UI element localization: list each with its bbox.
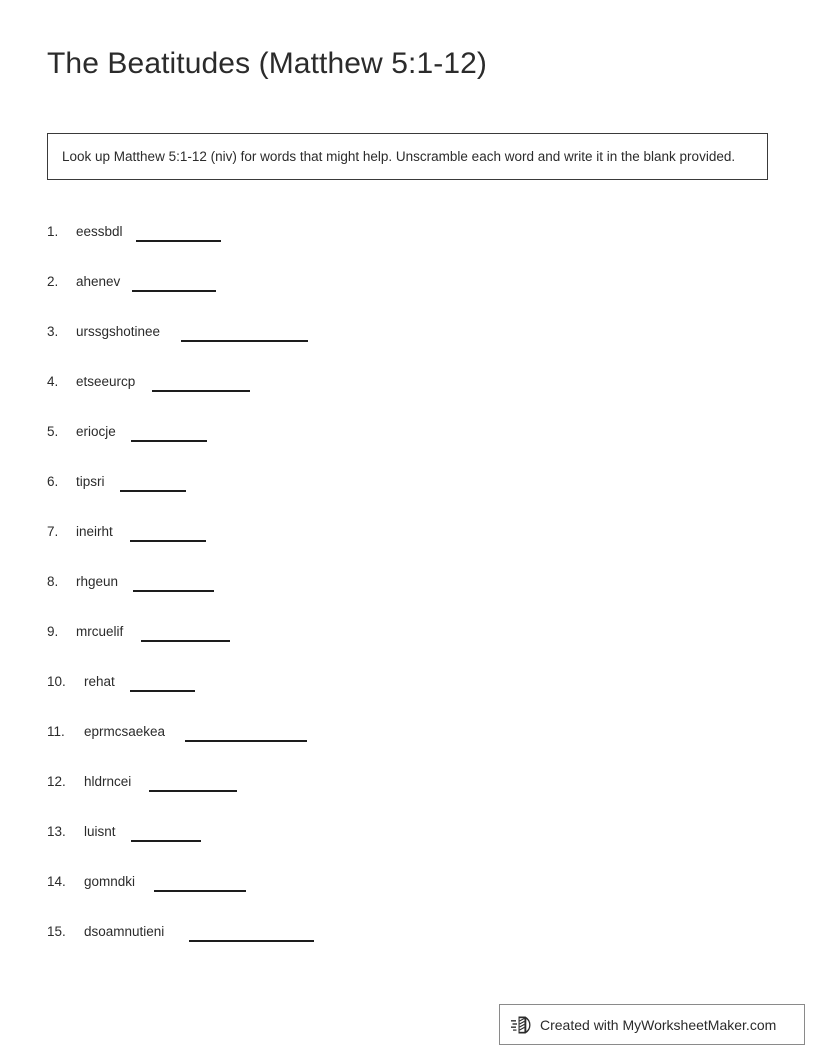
page-title: The Beatitudes (Matthew 5:1-12) xyxy=(47,47,487,80)
answer-blank[interactable] xyxy=(130,690,195,692)
list-item xyxy=(0,268,816,318)
item-number: 8. xyxy=(47,574,59,589)
answer-blank[interactable] xyxy=(133,590,214,592)
footer-label: Created with MyWorksheetMaker.com xyxy=(540,1016,777,1033)
scrambled-word: ineirht xyxy=(76,524,113,539)
scrambled-word: urssgshotinee xyxy=(76,324,161,339)
answer-blank[interactable] xyxy=(152,390,250,392)
scrambled-word: eriocje xyxy=(76,424,116,439)
item-number: 3. xyxy=(47,324,59,339)
list-item xyxy=(0,418,816,468)
scrambled-word: dsoamnutieni xyxy=(84,924,165,939)
scrambled-word: tipsri xyxy=(76,474,105,489)
list-item xyxy=(0,868,816,918)
list-item xyxy=(0,718,816,768)
answer-blank[interactable] xyxy=(120,490,186,492)
worksheet-maker-logo-icon xyxy=(510,1013,534,1037)
scrambled-word: eessbdl xyxy=(76,224,123,239)
scrambled-word: rehat xyxy=(84,674,115,689)
item-number: 4. xyxy=(47,374,59,389)
item-number: 10. xyxy=(47,674,66,689)
scrambled-word: gomndki xyxy=(84,874,136,889)
scrambled-word: mrcuelif xyxy=(76,624,124,639)
item-number: 15. xyxy=(47,924,66,939)
item-number: 1. xyxy=(47,224,59,239)
item-number: 13. xyxy=(47,824,66,839)
scrambled-word: ahenev xyxy=(76,274,121,289)
answer-blank[interactable] xyxy=(136,240,221,242)
answer-blank[interactable] xyxy=(131,440,207,442)
item-number: 9. xyxy=(47,624,59,639)
list-item xyxy=(0,468,816,518)
answer-blank[interactable] xyxy=(132,290,216,292)
answer-blank[interactable] xyxy=(185,740,307,742)
scrambled-word: hldrncei xyxy=(84,774,132,789)
item-number: 2. xyxy=(47,274,59,289)
list-item xyxy=(0,518,816,568)
list-item xyxy=(0,668,816,718)
list-item xyxy=(0,818,816,868)
item-number: 5. xyxy=(47,424,59,439)
instructions-box xyxy=(47,133,768,180)
answer-blank[interactable] xyxy=(141,640,230,642)
answer-blank[interactable] xyxy=(189,940,314,942)
answer-blank[interactable] xyxy=(149,790,237,792)
scrambled-word-list xyxy=(0,218,816,968)
scrambled-word: luisnt xyxy=(84,824,116,839)
list-item xyxy=(0,568,816,618)
answer-blank[interactable] xyxy=(181,340,308,342)
list-item xyxy=(0,618,816,668)
scrambled-word: eprmcsaekea xyxy=(84,724,166,739)
item-number: 12. xyxy=(47,774,66,789)
list-item xyxy=(0,218,816,268)
list-item xyxy=(0,368,816,418)
list-item xyxy=(0,318,816,368)
list-item xyxy=(0,918,816,968)
list-item xyxy=(0,768,816,818)
instructions-text: Look up Matthew 5:1-12 (niv) for words that might help. Unscramble each word and write it in the blank provided. xyxy=(62,149,736,164)
answer-blank[interactable] xyxy=(131,840,201,842)
answer-blank[interactable] xyxy=(130,540,206,542)
footer-badge[interactable] xyxy=(499,1004,805,1045)
item-number: 6. xyxy=(47,474,59,489)
scrambled-word: rhgeun xyxy=(76,574,119,589)
scrambled-word: etseeurcp xyxy=(76,374,136,389)
item-number: 11. xyxy=(47,724,65,739)
item-number: 7. xyxy=(47,524,59,539)
item-number: 14. xyxy=(47,874,66,889)
answer-blank[interactable] xyxy=(154,890,246,892)
